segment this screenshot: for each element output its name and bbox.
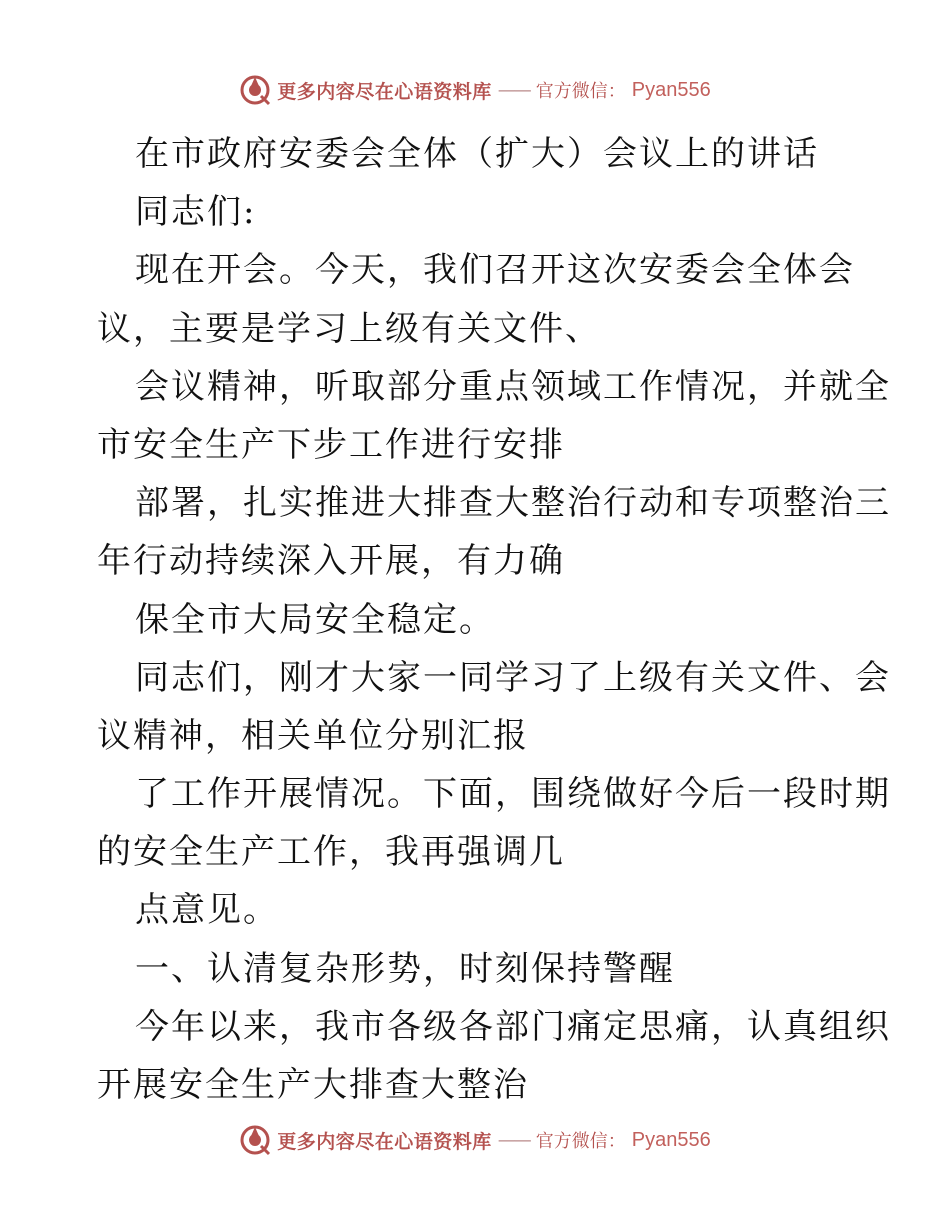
paragraph-line: 了工作开展情况。下面，围绕做好今后一段时期 — [135, 774, 891, 815]
watermark-main-text: 更多内容尽在心语资料库 — [277, 80, 492, 103]
section-heading: 一、认清复杂形势，时刻保持警醒 — [135, 948, 675, 989]
salutation: 同志们: — [135, 192, 257, 233]
document-title: 在市政府安委会全体（扩大）会议上的讲话 — [135, 134, 819, 174]
paragraph-line: 开展安全生产大排查大整治 — [97, 1065, 529, 1105]
paragraph-line: 议精神，相关单位分别汇报 — [97, 715, 529, 756]
paragraph-line: 年行动持续深入开展，有力确 — [97, 541, 565, 582]
watermark-wechat-label: 官方微信： — [535, 81, 626, 102]
paragraph-line: 今年以来，我市各级各部门痛定思痛，认真组织 — [135, 1006, 891, 1047]
watermark-wechat-id: Pyan556 — [631, 78, 711, 101]
logo-icon — [239, 1124, 271, 1156]
logo-icon — [239, 74, 271, 106]
document-body — [97, 125, 891, 1114]
footer-watermark — [0, 1120, 950, 1160]
watermark-separator: —— — [497, 79, 530, 101]
paragraph-line: 点意见。 — [135, 890, 279, 931]
paragraph-line: 会议精神，听取部分重点领域工作情况，并就全 — [135, 366, 891, 407]
paragraph-line: 现在开会。今天，我们召开这次安委会全体会 — [135, 250, 855, 291]
watermark-separator: —— — [497, 1129, 530, 1151]
header-watermark — [0, 70, 950, 110]
paragraph-line: 议，主要是学习上级有关文件、 — [97, 308, 601, 349]
watermark-wechat-id: Pyan556 — [631, 1128, 711, 1151]
watermark-main-text: 更多内容尽在心语资料库 — [277, 1130, 492, 1153]
paragraph-line: 市安全生产下步工作进行安排 — [97, 424, 565, 465]
paragraph-line: 同志们，刚才大家一同学习了上级有关文件、会 — [135, 657, 891, 698]
watermark-wechat-label: 官方微信： — [535, 1131, 626, 1152]
paragraph-line: 的安全生产工作，我再强调几 — [97, 832, 565, 873]
paragraph-line: 保全市大局安全稳定。 — [135, 599, 495, 640]
paragraph-line: 部署，扎实推进大排查大整治行动和专项整治三 — [135, 483, 891, 524]
